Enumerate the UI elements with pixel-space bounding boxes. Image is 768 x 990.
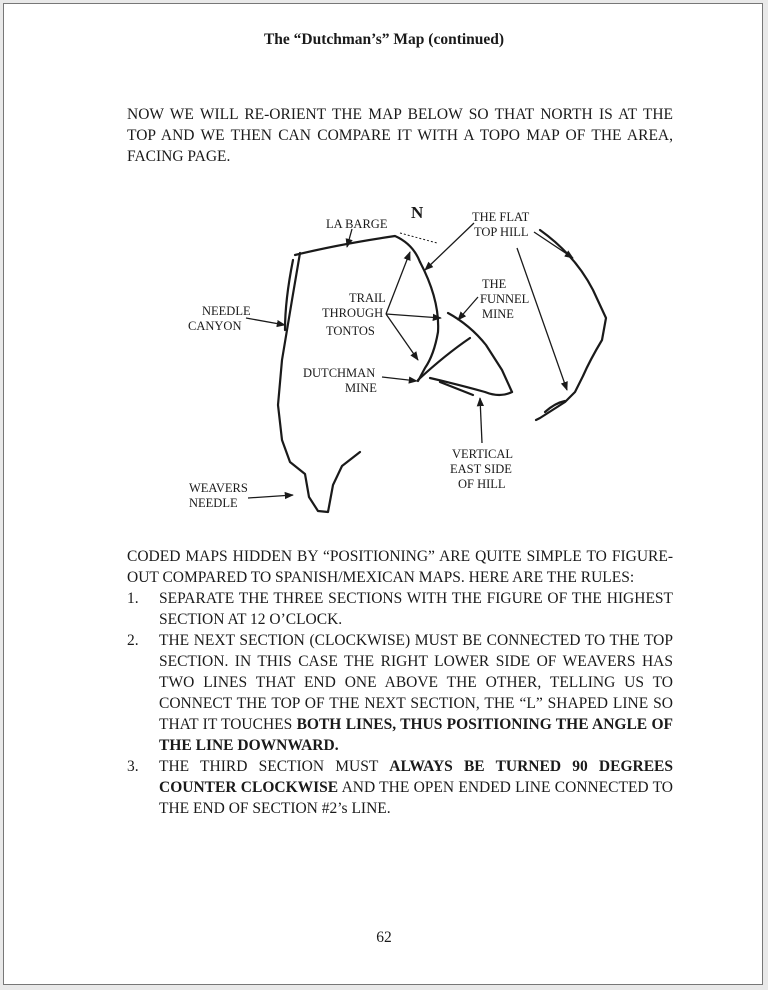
- rule-item: [127, 630, 673, 756]
- rules-list: [127, 588, 673, 819]
- arrow-needle-canyon: [246, 318, 285, 325]
- flat-top-label-2: TOP HILL: [474, 225, 529, 239]
- page-number: 62: [376, 929, 392, 946]
- intro-paragraph: NOW WE WILL RE-ORIENT THE MAP BELOW SO THAT NORTH IS AT THE TOP AND WE THEN CAN COMPARE IT WITH A TOPO MAP OF THE AREA, FACING PAGE.: [127, 106, 673, 165]
- arrow-flat-top-3: [517, 248, 567, 390]
- funnel-mine-label-3: MINE: [482, 307, 514, 321]
- rule-bold-text: ALWAYS BE TURNED 90 DEGREES COUNTER CLOCKWISE: [159, 758, 674, 796]
- rules-intro-paragraph: CODED MAPS HIDDEN BY “POSITIONING” ARE QUITE SIMPLE TO FIGURE-OUT COMPARED TO SPANISH/MEXICAN MAPS. HERE ARE THE RULES:: [127, 548, 673, 586]
- north-label: N: [411, 203, 424, 222]
- dutchman-mine-label-2: MINE: [345, 381, 377, 395]
- funnel-mine-label-1: THE: [482, 277, 507, 291]
- rule-number: 1.: [127, 590, 139, 607]
- map-labels: [188, 203, 530, 510]
- la-barge-label: LA BARGE: [326, 217, 388, 231]
- rule-text: AND THE OPEN ENDED LINE CONNECTED TO THE END OF SECTION #2’s LINE.: [159, 779, 673, 817]
- weavers-needle-label-1: WEAVERS: [189, 481, 248, 495]
- weavers-needle-label-2: NEEDLE: [189, 496, 238, 510]
- rule-number: 2.: [127, 632, 139, 649]
- funnel-mine-label-2: FUNNEL: [480, 292, 530, 306]
- arrow-trail-2: [386, 314, 441, 318]
- trail-label-3: TONTOS: [326, 324, 375, 338]
- map-arrows: [246, 223, 573, 498]
- arrow-flat-top-1: [425, 223, 474, 270]
- vertical-label-3: OF HILL: [458, 477, 506, 491]
- rules-section: [127, 546, 673, 819]
- rule-text: SEPARATE THE THREE SECTIONS WITH THE FIGURE OF THE HIGHEST SECTION AT 12 O’CLOCK.: [159, 590, 673, 628]
- arrow-flat-top-2: [534, 232, 573, 258]
- arrow-trail-1: [386, 252, 410, 314]
- trail-label-2: THROUGH: [322, 306, 384, 320]
- rule-number: 3.: [127, 758, 139, 775]
- rule-bold-text: BOTH LINES, THUS POSITIONING THE ANGLE OF THE LINE DOWNWARD.: [159, 716, 673, 754]
- needle-canyon-label-2: CANYON: [188, 319, 242, 333]
- arrow-weavers: [248, 495, 293, 498]
- arrow-funnel: [458, 297, 478, 320]
- flat-top-label-1: THE FLAT: [472, 210, 530, 224]
- page-title: The “Dutchman’s” Map (continued): [263, 31, 505, 48]
- arrow-vertical: [480, 398, 482, 443]
- vertical-label-2: EAST SIDE: [450, 462, 512, 476]
- trail-label-1: TRAIL: [349, 291, 386, 305]
- rule-item: [127, 588, 673, 630]
- dutchman-mine-label-1: DUTCHMAN: [303, 366, 376, 380]
- vertical-label-1: VERTICAL: [452, 447, 514, 461]
- rule-text: THE NEXT SECTION (CLOCKWISE) MUST BE CONNECTED TO THE TOP SECTION. IN THIS CASE THE RIGHT LOWER SIDE OF WEAVERS HAS TWO LINES THAT END ONE ABOVE THE OTHER, TELLING US TO CONNECT THE TOP OF THE NEXT SECTION, THE “L” SHAPED LINE SO THAT IT TOUCHES: [159, 632, 673, 733]
- rule-text: THE THIRD SECTION MUST: [159, 758, 379, 775]
- rule-item: [127, 756, 673, 819]
- needle-canyon-label-1: NEEDLE: [202, 304, 251, 318]
- arrow-dutchman: [382, 377, 417, 381]
- arrow-trail-3: [386, 314, 418, 360]
